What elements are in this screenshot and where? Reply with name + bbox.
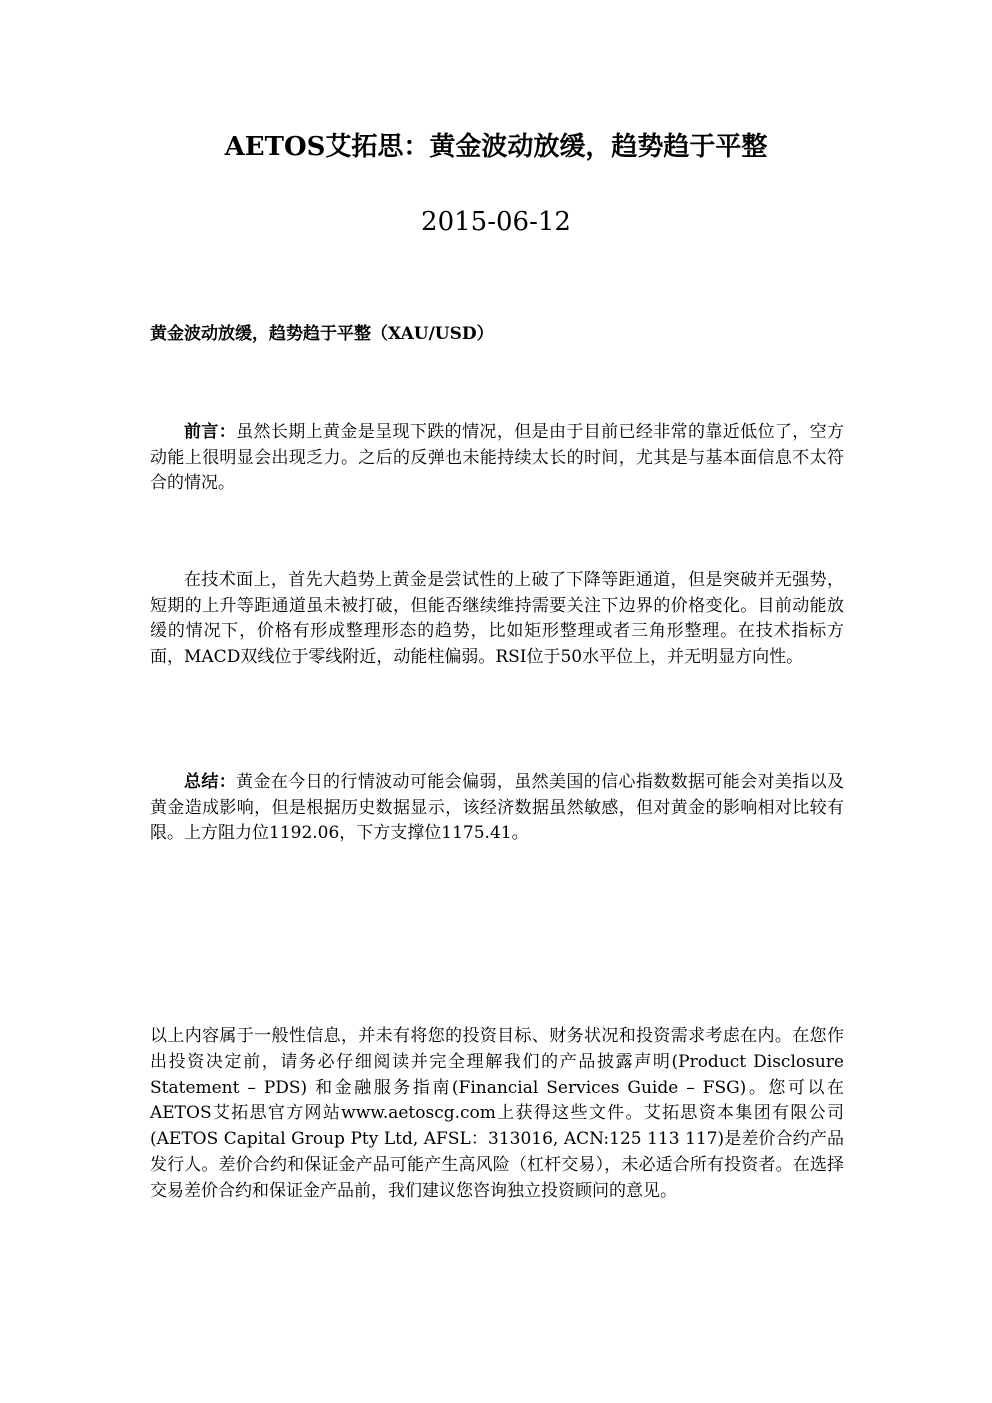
document-date: 2015-06-12 <box>421 207 571 237</box>
technical-text: 在技术面上，首先大趋势上黄金是尝试性的上破了下降等距通道，但是突破并无强势，短期的上升等距通道虽未被打破，但能否继续维持需要关注下边界的价格变化。目前动能放缓的情况下，价格有形成整理形态的趋势，比如矩形整理或者三角形整理。在技术指标方面，MACD双线位于零线附近，动能柱偏弱。RSI位于50水平位上，并无明显方向性。 <box>150 570 844 667</box>
intro-text: 虽然长期上黄金是呈现下跌的情况，但是由于目前已经非常的靠近低位了，空方动能上很明显会出现乏力。之后的反弹也未能持续太长的时间，尤其是与基本面信息不太符合的情况。 <box>150 422 845 493</box>
technical-paragraph <box>150 568 844 670</box>
intro-label: 前言： <box>184 422 237 442</box>
section-heading: 黄金波动放缓，趋势趋于平整（XAU/USD） <box>150 324 494 344</box>
intro-paragraph <box>150 420 844 497</box>
summary-label: 总结： <box>184 772 237 792</box>
document-title: AETOS艾拓思：黄金波动放缓，趋势趋于平整 <box>224 132 768 162</box>
disclaimer-paragraph: 以上内容属于一般性信息，并未有将您的投资目标、财务状况和投资需求考虑在内。在您作出投资决定前，请务必仔细阅读并完全理解我们的产品披露声明(Product Disclosure Statement – PDS) 和金融服务指南(Financial Services Guide – FSG)。您可以在AETOS艾拓思官方网站www.aetoscg.com上获得这些文件。艾拓思资本集团有限公司(AETOS Capital Group Pty Ltd, AFSL：313016, ACN:125 113 117)是差价合约产品发行人。差价合约和保证金产品可能产生高风险（杠杆交易），未必适合所有投资者。在选择交易差价合约和保证金产品前，我们建议您咨询独立投资顾问的意见。 <box>150 1026 844 1201</box>
summary-paragraph <box>150 770 844 847</box>
summary-text: 黄金在今日的行情波动可能会偏弱，虽然美国的信心指数数据可能会对美指以及黄金造成影响，但是根据历史数据显示，该经济数据虽然敏感，但对黄金的影响相对比较有限。上方阻力位1192.06，下方支撑位1175.41。 <box>150 772 845 843</box>
